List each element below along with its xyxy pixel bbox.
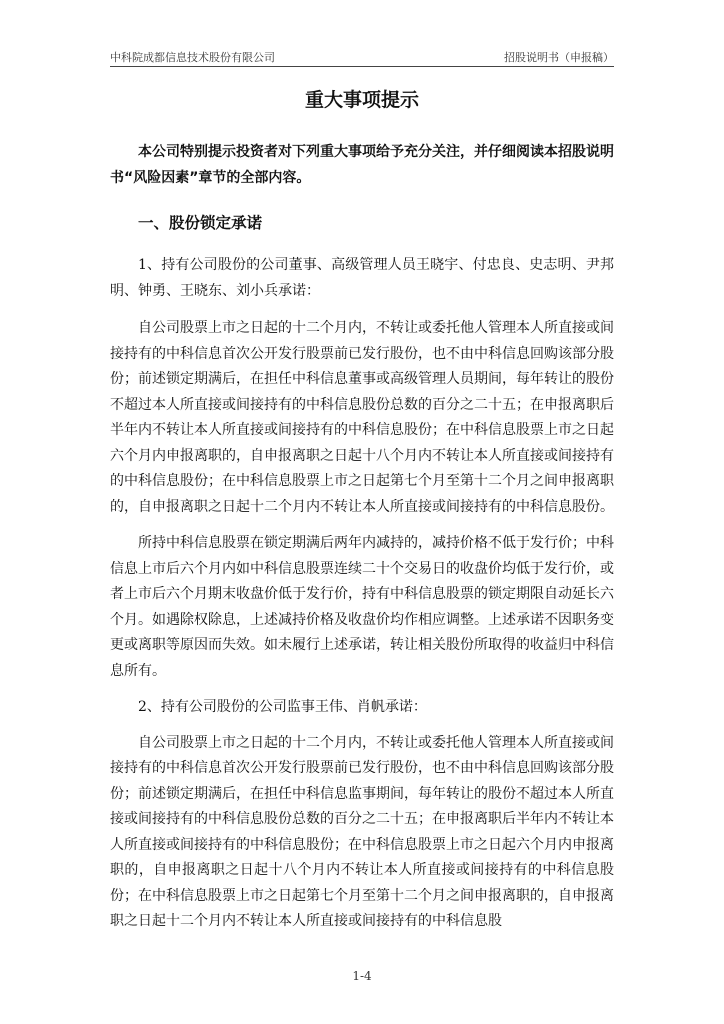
item2-intro-paragraph: 2、持有公司股份的公司监事王伟、肖帆承诺：	[138, 699, 427, 715]
page-title: 重大事项提示	[304, 89, 419, 111]
document-body	[110, 140, 614, 935]
page-header	[110, 50, 614, 66]
header-divider	[110, 66, 614, 67]
header-document-type: 招股说明书（申报稿）	[504, 51, 614, 64]
section-heading-share-lockup: 一、股份锁定承诺	[138, 214, 263, 232]
header-company-name: 中科院成都信息技术股份有限公司	[110, 51, 275, 64]
item1-paragraph-2: 所持中科信息股票在锁定期满后两年内减持的，减持价格不低于发行价；中科信息上市后六个月内如中科信息股票连续二十个交易日的收盘价均低于发行价，或者上市后六个月期末收盘价低于发行价，持有中科信息股票的锁定期限自动延长六个月。如遇除权除息，上述减持价格及收盘价均作相应调整。上述承诺不因职务变更或离职等原因而失效。如未履行上述承诺，转让相关股份所取得的收益归中科信息所有。	[110, 535, 614, 679]
item1-intro-paragraph: 1、持有公司股份的公司董事、高级管理人员王晓宇、付忠良、史志明、尹邦明、钟勇、王晓东、刘小兵承诺：	[110, 257, 614, 299]
item1-paragraph-1: 自公司股票上市之日起的十二个月内，不转让或委托他人管理本人所直接或间接持有的中科信息首次公开发行股票前已发行股份，也不由中科信息回购该部分股份；前述锁定期满后，在担任中科信息董事或高级管理人员期间，每年转让的股份不超过本人所直接或间接持有的中科信息股份总数的百分之二十五；在申报离职后半年内不转让本人所直接或间接持有的中科信息股份；在中科信息股票上市之日起六个月内申报离职的，自申报离职之日起十八个月内不转让本人所直接或间接持有的中科信息股份；在中科信息股票上市之日起第七个月至第十二个月之间申报离职的，自申报离职之日起十二个月内不转让本人所直接或间接持有的中科信息股份。	[110, 320, 614, 515]
item2-paragraph-1: 自公司股票上市之日起的十二个月内，不转让或委托他人管理本人所直接或间接持有的中科信息首次公开发行股票前已发行股份，也不由中科信息回购该部分股份；前述锁定期满后，在担任中科信息监事期间，每年转让的股份不超过本人所直接或间接持有的中科信息股份总数的百分之二十五；在申报离职后半年内不转让本人所直接或间接持有的中科信息股份；在中科信息股票上市之日起六个月内申报离职的，自申报离职之日起十八个月内不转让本人所直接或间接持有的中科信息股份；在中科信息股票上市之日起第七个月至第十二个月之间申报离职的，自申报离职之日起十二个月内不转让本人所直接或间接持有的中科信息股	[110, 734, 614, 929]
page-number: 1-4	[352, 969, 372, 983]
intro-paragraph: 本公司特别提示投资者对下列重大事项给予充分关注，并仔细阅读本招股说明书“风险因素”章节的全部内容。	[110, 144, 614, 186]
